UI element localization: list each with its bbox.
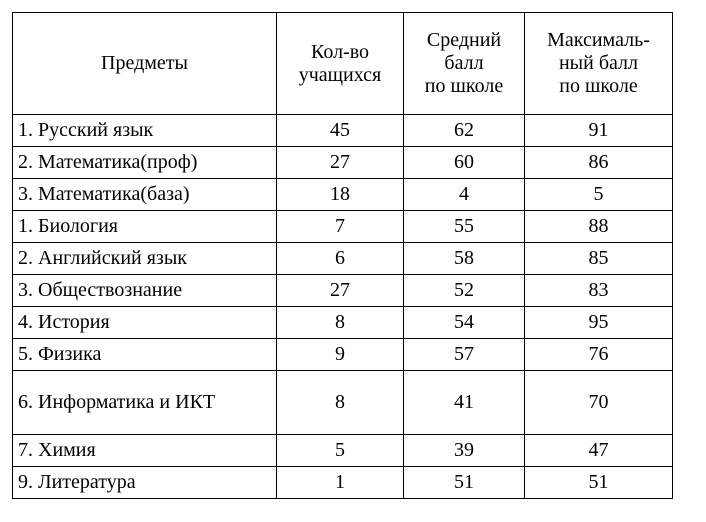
- cell-students: 18: [277, 179, 404, 211]
- cell-subject: 3. Обществознание: [13, 275, 277, 307]
- cell-students: 27: [277, 275, 404, 307]
- table-row: [13, 275, 673, 307]
- cell-students: 1: [277, 467, 404, 499]
- cell-average: 4: [404, 179, 525, 211]
- header-max-line-1: Максималь-: [547, 29, 650, 51]
- cell-students: 27: [277, 147, 404, 179]
- cell-average: 39: [404, 435, 525, 467]
- cell-max: 5: [525, 179, 673, 211]
- cell-average: 55: [404, 211, 525, 243]
- table-row: [13, 243, 673, 275]
- cell-subject: 3. Математика(база): [13, 179, 277, 211]
- header-avg-line-2: балл: [444, 52, 484, 74]
- cell-students: 7: [277, 211, 404, 243]
- table-row: [13, 211, 673, 243]
- header-students-line-1: Кол-во: [310, 40, 370, 63]
- table-row: [13, 307, 673, 339]
- cell-max: 83: [525, 275, 673, 307]
- cell-subject: 2. Математика(проф): [13, 147, 277, 179]
- table-header-row: [13, 13, 673, 115]
- header-max-line-2: ный балл: [558, 52, 639, 74]
- cell-subject: 1. Русский язык: [13, 115, 277, 147]
- header-average-score: [404, 13, 525, 115]
- table-row: [13, 467, 673, 499]
- table-row: [13, 179, 673, 211]
- cell-students: 8: [277, 307, 404, 339]
- header-avg-line-1: Средний: [426, 29, 502, 51]
- header-max-score: [525, 13, 673, 115]
- header-subject: [13, 13, 277, 115]
- table-row: [13, 339, 673, 371]
- cell-max: 76: [525, 339, 673, 371]
- cell-students: 5: [277, 435, 404, 467]
- header-students-count: [277, 13, 404, 115]
- cell-average: 54: [404, 307, 525, 339]
- cell-max: 88: [525, 211, 673, 243]
- cell-max: 85: [525, 243, 673, 275]
- cell-average: 51: [404, 467, 525, 499]
- cell-students: 9: [277, 339, 404, 371]
- cell-average: 52: [404, 275, 525, 307]
- cell-students: 6: [277, 243, 404, 275]
- cell-students: 8: [277, 371, 404, 435]
- header-students-line-2: учащихся: [298, 63, 382, 86]
- results-table-container: [12, 12, 673, 499]
- cell-subject: 1. Биология: [13, 211, 277, 243]
- cell-average: 62: [404, 115, 525, 147]
- cell-average: 41: [404, 371, 525, 435]
- results-table: [12, 12, 673, 499]
- cell-subject: 4. История: [13, 307, 277, 339]
- header-max-line-3: по школе: [559, 75, 638, 97]
- cell-max: 91: [525, 115, 673, 147]
- cell-subject: 6. Информатика и ИКТ: [13, 371, 277, 435]
- cell-average: 57: [404, 339, 525, 371]
- table-row: [13, 435, 673, 467]
- cell-subject: 2. Английский язык: [13, 243, 277, 275]
- cell-average: 60: [404, 147, 525, 179]
- table-row: [13, 147, 673, 179]
- cell-max: 51: [525, 467, 673, 499]
- cell-subject: 7. Химия: [13, 435, 277, 467]
- cell-max: 86: [525, 147, 673, 179]
- cell-max: 47: [525, 435, 673, 467]
- table-row: [13, 371, 673, 435]
- cell-subject: 5. Физика: [13, 339, 277, 371]
- cell-max: 70: [525, 371, 673, 435]
- cell-max: 95: [525, 307, 673, 339]
- cell-average: 58: [404, 243, 525, 275]
- cell-subject: 9. Литература: [13, 467, 277, 499]
- cell-students: 45: [277, 115, 404, 147]
- header-avg-line-3: по школе: [424, 75, 504, 97]
- table-row: [13, 115, 673, 147]
- header-subject-line: Предметы: [101, 52, 188, 74]
